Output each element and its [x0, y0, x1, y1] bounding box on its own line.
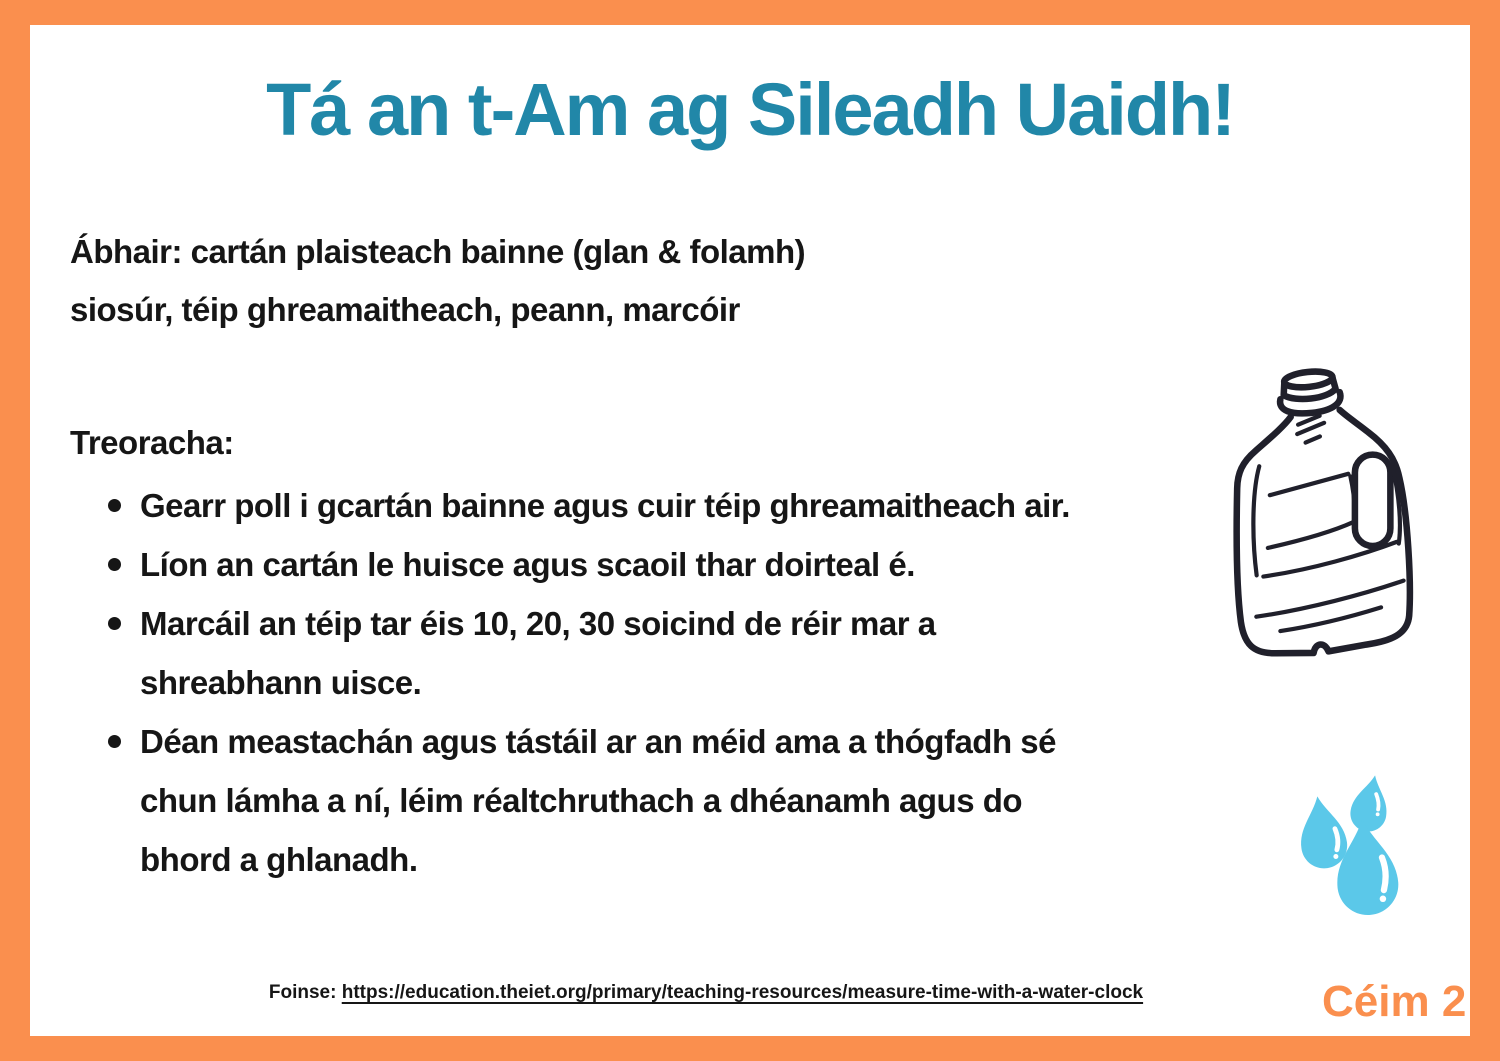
materials-line-2: siosúr, téip ghreamaitheach, peann, marcóir	[70, 291, 740, 328]
bullet-dot-icon	[108, 499, 121, 512]
water-drops-svg	[1298, 773, 1416, 917]
list-item	[70, 476, 1210, 535]
instruction-line: chun lámha a ní, léim réaltchruthach a dhéanamh agus do	[140, 782, 1023, 819]
instruction-line: Marcáil an téip tar éis 10, 20, 30 soicind de réir mar a	[140, 605, 936, 642]
milk-jug-svg	[1210, 367, 1428, 675]
step-badge: Céim 2	[1322, 977, 1467, 1026]
instruction-line: Gearr poll i gcartán bainne agus cuir téip ghreamaitheach air.	[140, 487, 1070, 524]
list-item	[70, 594, 1210, 712]
bullet-dot-icon	[108, 617, 121, 630]
water-drops-icon	[1298, 773, 1416, 917]
bullet-dot-icon	[108, 735, 121, 748]
instruction-line: bhord a ghlanadh.	[140, 841, 418, 878]
list-item	[70, 535, 1210, 594]
instructions-list	[70, 476, 1210, 889]
source-line	[30, 982, 1382, 1004]
source-label: Foinse:	[268, 982, 337, 1003]
instructions-heading: Treoracha:	[70, 424, 234, 461]
bullet-dot-icon	[108, 558, 121, 571]
source-url-link[interactable]: https://education.theiet.org/primary/teaching-resources/measure-time-with-a-water-clock	[341, 982, 1144, 1003]
instruction-line: Líon an cartán le huisce agus scaoil thar doirteal é.	[140, 546, 915, 583]
list-item	[70, 712, 1210, 889]
materials-line-1: Ábhair: cartán plaisteach bainne (glan & folamh)	[70, 233, 806, 270]
instruction-line: shreabhann uisce.	[140, 664, 422, 701]
instruction-line: Déan meastachán agus tástáil ar an méid ama a thógfadh sé	[140, 723, 1056, 760]
page-title: Tá an t-Am ag Sileadh Uaidh!	[266, 68, 1234, 151]
materials-text	[70, 223, 805, 339]
milk-jug-icon	[1210, 367, 1428, 675]
